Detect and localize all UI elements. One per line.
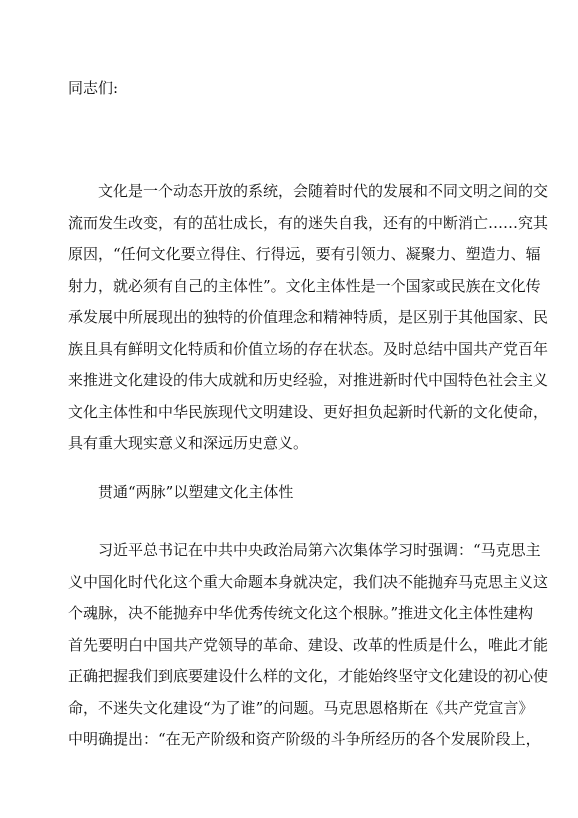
paragraph-intro (68, 176, 549, 460)
paragraph-line: 首先要明白中国共产党领导的革命、建设、改革的性质是什么，唯此才能 (68, 635, 549, 654)
paragraph-line: 习近平总书记在中共中央政治局第六次集体学习时强调：“马克思主 (98, 541, 541, 559)
paragraph-line: 文化主体性和中华民族现代文明建设、更好担负起新时代新的文化使命， (68, 402, 549, 421)
paragraph-line: 承发展中所展现出的独特的价值理念和精神特质，是区别于其他国家、民 (68, 308, 549, 326)
paragraph-line: 义中国化时代化这个重大命题本身就决定，我们决不能抛弃马克思主义这 (68, 572, 549, 591)
paragraph-line: 原因，“任何文化要立得住、行得远，要有引领力、凝聚力、塑造力、辐 (68, 245, 541, 263)
paragraph-body (68, 535, 549, 756)
paragraph-line: 流而发生改变，有的茁壮成长，有的迷失自我，还有的中断消亡……究其 (68, 213, 549, 232)
greeting: 同志们: (68, 79, 119, 97)
paragraph-line: 个魂脉，决不能抛弃中华优秀传统文化这个根脉。”推进文化主体性建构 (68, 604, 534, 622)
paragraph-line: 命，不迷失文化建设“为了谁”的问题。马克思恩格斯在《共产党宣言》 (68, 698, 534, 717)
paragraph-line: 具有重大现实意义和深远历史意义。 (68, 434, 309, 452)
paragraph-line: 来推进文化建设的伟大成就和历史经验，对推进新时代中国特色社会主义 (68, 371, 549, 389)
section-heading: 贯通“两脉”以塑建文化主体性 (98, 483, 294, 501)
paragraph-line: 射力，就必须有自己的主体性”。文化主体性是一个国家或民族在文化传 (68, 276, 541, 295)
paragraph-line: 中明确提出：“在无产阶级和资产阶级的斗争所经历的各个发展阶段上， (68, 730, 541, 748)
paragraph-line: 文化是一个动态开放的系统，会随着时代的发展和不同文明之间的交 (98, 182, 549, 200)
paragraph-line: 族且具有鲜明文化特质和价值立场的存在状态。及时总结中国共产党百年 (68, 339, 549, 358)
paragraph-line: 正确把握我们到底要建设什么样的文化，才能始终坚守文化建设的初心使 (68, 667, 549, 685)
